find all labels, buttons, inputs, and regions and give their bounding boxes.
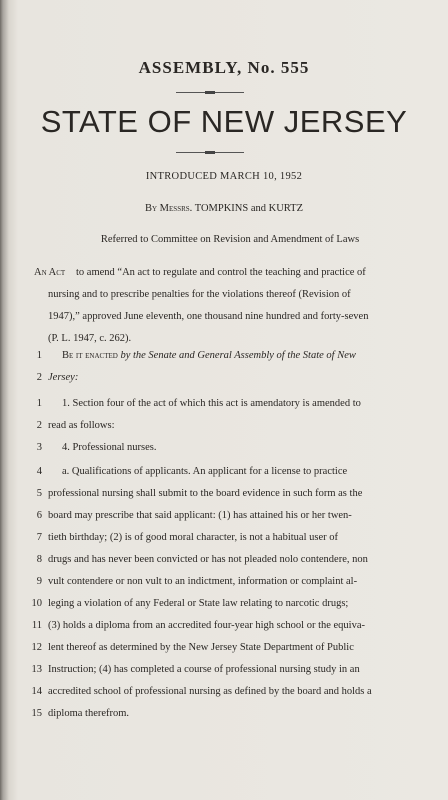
line-text: diploma therefrom.: [48, 708, 130, 719]
line-number: 3: [36, 442, 42, 453]
committee-referral: Referred to Committee on Revision and Amendment of Laws: [100, 234, 360, 245]
line-number: 9: [36, 576, 42, 587]
bill-line: [0, 488, 448, 508]
line-number: 2: [36, 372, 42, 383]
bill-line: [0, 350, 448, 370]
assembly-number: ASSEMBLY, No. 555: [138, 58, 310, 77]
introduced-date: INTRODUCED MARCH 10, 1952: [145, 171, 303, 182]
bill-line: [0, 420, 448, 440]
line-text: a. Qualifications of applicants. An applicant for a license to practice: [62, 466, 348, 477]
line-number: 6: [36, 510, 42, 521]
line-text: 4. Professional nurses.: [62, 442, 157, 453]
line-number: 11: [31, 620, 42, 631]
act-lead: An Act: [34, 267, 66, 278]
line-number: 2: [36, 420, 42, 431]
bill-line: [0, 642, 448, 662]
line-text: professional nursing shall submit to the board evidence in such form as the: [48, 488, 363, 499]
line-number: 8: [36, 554, 42, 565]
ornamental-rule: [176, 92, 244, 93]
act-line: nursing and to prescribe penalties for the violations thereof (Revision of: [48, 289, 351, 300]
line-number: 1: [36, 350, 42, 361]
line-number: 12: [31, 642, 42, 653]
line-number: 1: [36, 398, 42, 409]
bill-line: [0, 466, 448, 486]
bill-line: [0, 708, 448, 728]
line-number: 5: [36, 488, 42, 499]
sponsors: [0, 203, 448, 214]
line-text: read as follows:: [48, 420, 115, 431]
line-number: 10: [31, 598, 42, 609]
act-line: 1947),” approved June eleventh, one thousand nine hundred and forty-seven: [48, 311, 369, 322]
bill-line: [0, 398, 448, 418]
line-text: Instruction; (4) has completed a course of professional nursing study in an: [48, 664, 360, 675]
bill-line: [0, 554, 448, 574]
line-number: 14: [31, 686, 42, 697]
bill-line: [0, 442, 448, 462]
act-line: to amend “An act to regulate and control the teaching and practice of: [76, 267, 366, 278]
line-number: 7: [36, 532, 42, 543]
enacting-text: by the Senate and General Assembly of the State of New: [117, 350, 356, 361]
bill-line: [0, 372, 448, 392]
bill-line: [0, 598, 448, 618]
line-text: tieth birthday; (2) is of good moral character, is not a habitual user of: [48, 532, 338, 543]
line-text: lent thereof as determined by the New Jersey State Department of Public: [48, 642, 354, 653]
line-text: drugs and has never been convicted or has not pleaded nolo contendere, non: [48, 554, 368, 565]
line-number: 13: [31, 664, 42, 675]
bill-line: [0, 510, 448, 530]
line-text: (3) holds a diploma from an accredited four-year high school or the equiva-: [48, 620, 366, 631]
line-text: board may prescribe that said applicant: (1) has attained his or her twen-: [48, 510, 352, 521]
bill-line: [0, 664, 448, 684]
ornamental-rule: [176, 152, 244, 153]
sponsors-names: TOMPKINS and KURTZ: [194, 203, 303, 214]
bill-line: [0, 620, 448, 640]
sponsors-prefix: By Messrs.: [145, 203, 193, 214]
bill-line: [0, 532, 448, 552]
line-number: 4: [36, 466, 42, 477]
line-text: vult contendere or non vult to an indictment, information or complaint al-: [48, 576, 358, 587]
line-text: leging a violation of any Federal or State law relating to narcotic drugs;: [48, 598, 349, 609]
bill-line: [0, 686, 448, 706]
line-text: accredited school of professional nursing as defined by the board and holds a: [48, 686, 372, 697]
line-text: [62, 350, 356, 361]
enacted-clause: Be it enacted: [62, 350, 118, 361]
state-title: STATE OF NEW JERSEY: [40, 104, 408, 139]
line-text: Jersey:: [48, 372, 79, 383]
act-line: (P. L. 1947, c. 262).: [48, 333, 132, 344]
bill-line: [0, 576, 448, 596]
line-text: 1. Section four of the act of which this act is amendatory is amended to: [62, 398, 361, 409]
line-number: 15: [31, 708, 42, 719]
